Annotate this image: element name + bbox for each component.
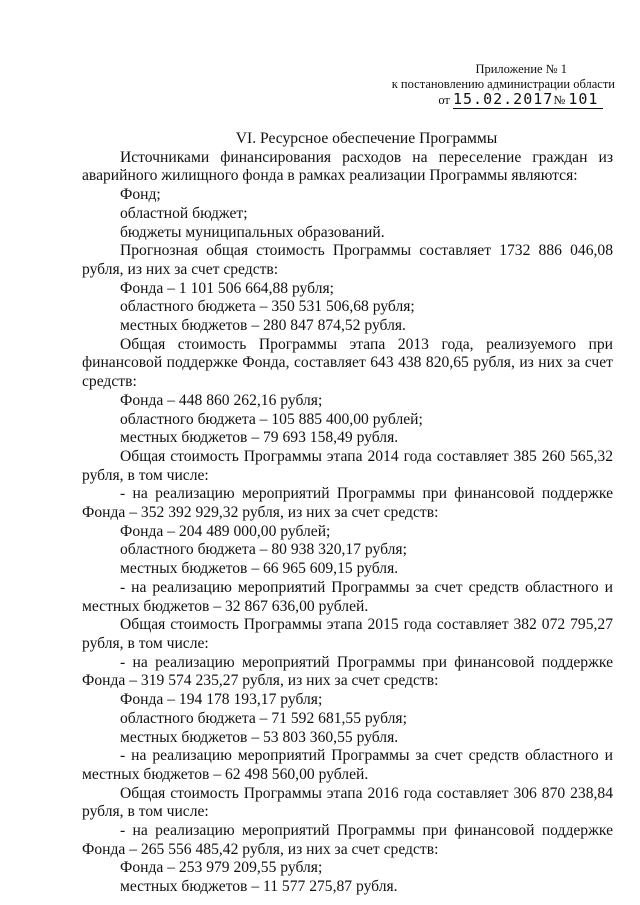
paragraph: Источниками финансирования расходов на переселение граждан из аварийного жилищного фонда в рамках реализации Программы являются: [82, 148, 613, 185]
document-body [82, 130, 613, 897]
paragraph: Общая стоимость Программы этапа 2013 года, реализуемого при финансовой поддержке Фонда, составляет 643 438 820,65 рубля, из них за счет средств: [82, 335, 613, 391]
paragraph: Прогнозная общая стоимость Программы составляет 1732 886 046,08 рубля, из них за счет средств: [82, 242, 613, 278]
paragraph: - на реализацию мероприятий Программы при финансовой поддержке Фонда – 352 392 929,32 рубля, из них за счет средств: [82, 485, 613, 522]
list-item: бюджеты муниципальных образований. [120, 223, 385, 241]
handwritten-number: 101 [568, 90, 599, 108]
number-sign: № [553, 93, 566, 107]
list-item: Фонда – 1 101 506 664,88 рубля; [120, 279, 334, 297]
list-item: областного бюджета – 71 592 681,55 рубля; [120, 709, 407, 727]
paragraph: - на реализацию мероприятий Программы при финансовой поддержке Фонда – 319 574 235,27 рубля, из них за счет средств: [82, 653, 613, 690]
list-item: областного бюджета – 350 531 506,68 рубля; [120, 298, 415, 316]
appendix-number: Приложение № 1 [475, 62, 567, 76]
list-item: Фонда – 194 178 193,17 рубля; [120, 691, 323, 709]
paragraph: Общая стоимость Программы этапа 2016 года составляет 306 870 238,84 рубля, в том числе: [82, 784, 613, 821]
paragraph: Общая стоимость Программы этапа 2015 года составляет 382 072 795,27 рубля, в том числе: [82, 616, 613, 652]
list-item: Фонда – 448 860 262,16 рубля; [120, 391, 323, 409]
list-item: местных бюджетов – 53 803 360,55 рубля. [120, 728, 399, 746]
appendix-header [330, 62, 615, 109]
list-item: местных бюджетов – 66 965 609,15 рубля. [120, 560, 399, 578]
list-item: областной бюджет; [120, 204, 248, 222]
date-number-line [453, 92, 603, 109]
list-item: местных бюджетов – 11 577 275,87 рубля. [120, 878, 398, 896]
paragraph: - на реализацию мероприятий Программы при финансовой поддержке Фонда – 265 556 485,42 рубля, из них за счет средств: [82, 822, 613, 858]
list-item: областного бюджета – 80 938 320,17 рубля; [120, 541, 407, 559]
list-item: Фонд; [120, 186, 161, 204]
list-item: Фонда – 204 489 000,00 рублей; [120, 522, 331, 540]
appendix-resolution: к постановлению администрации области [391, 77, 615, 91]
list-item: местных бюджетов – 280 847 874,52 рубля. [120, 317, 406, 335]
paragraph: Общая стоимость Программы этапа 2014 года составляет 385 260 565,32 рубля, в том числе: [82, 447, 613, 484]
handwritten-date: 15.02.2017 [453, 90, 554, 108]
appendix-date-row [330, 92, 615, 109]
section-title: VI. Ресурсное обеспечение Программы [235, 130, 498, 147]
list-item: областного бюджета – 105 885 400,00 рублей; [120, 410, 423, 428]
list-item: местных бюджетов – 79 693 158,49 рубля. [120, 429, 399, 447]
list-item: Фонда – 253 979 209,55 рубля; [120, 859, 323, 877]
paragraph: - на реализацию мероприятий Программы за счет средств областного и местных бюджетов – 32 867 636,00 рублей. [82, 578, 613, 615]
paragraph: - на реализацию мероприятий Программы за счет средств областного и местных бюджетов – 62 498 560,00 рублей. [82, 747, 613, 783]
date-prefix: от [438, 93, 450, 107]
